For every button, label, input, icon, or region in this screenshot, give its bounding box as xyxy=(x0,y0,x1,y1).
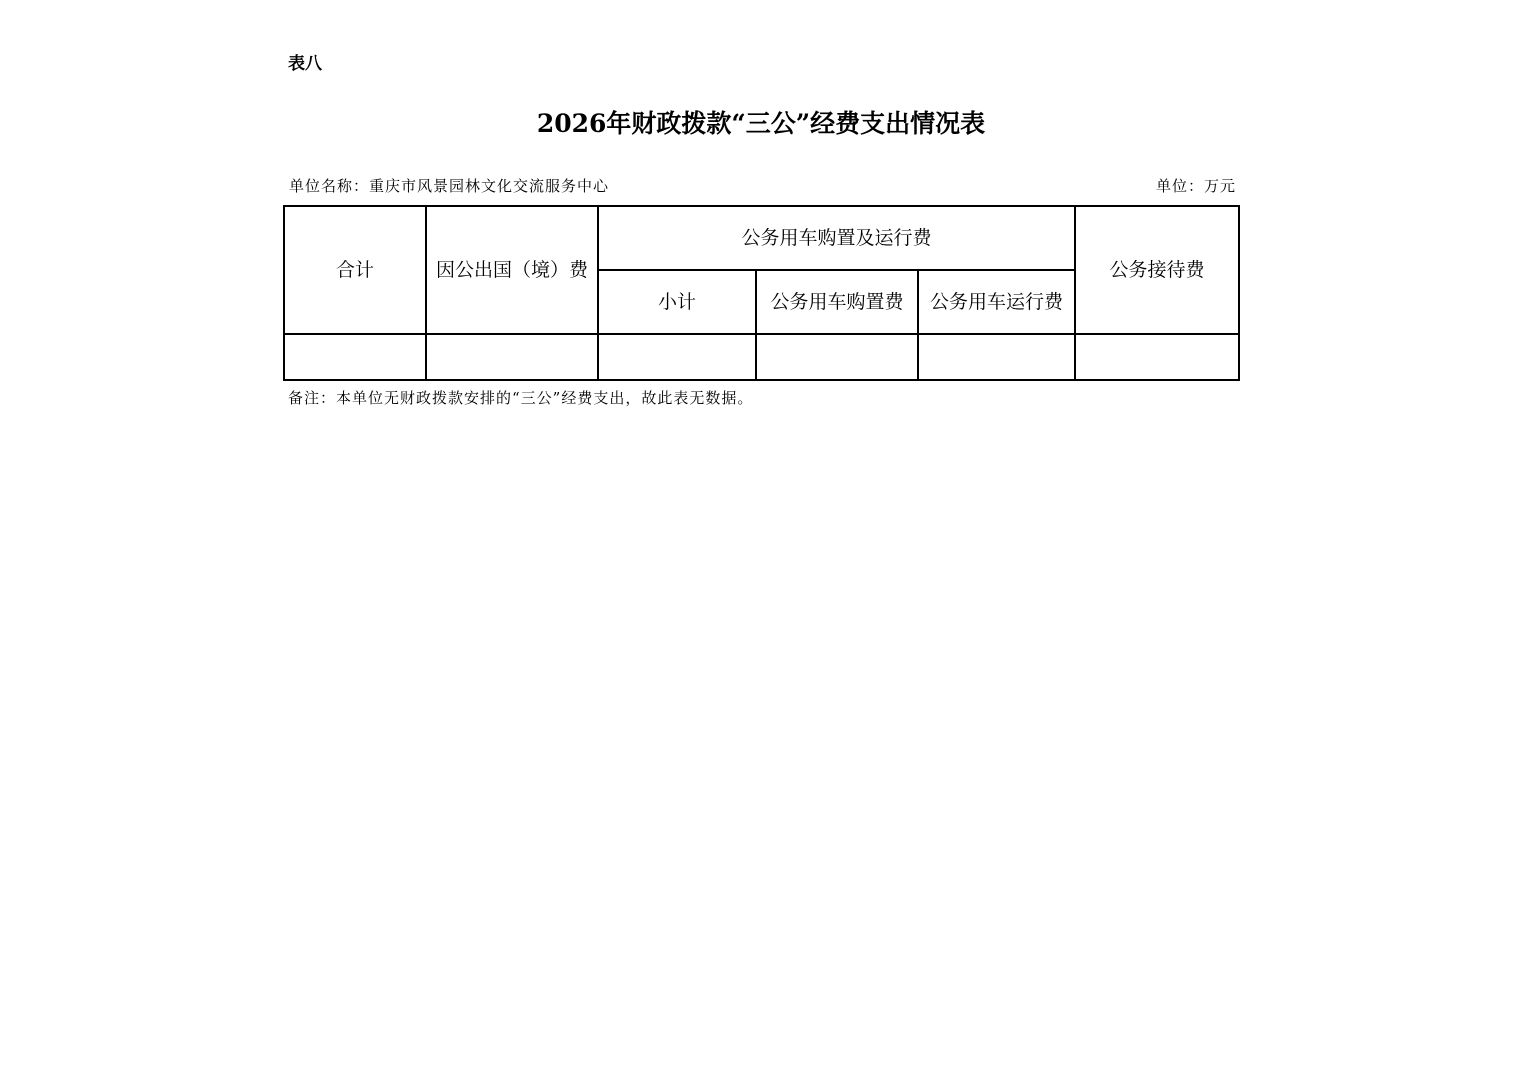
cell-total xyxy=(284,334,426,380)
table-header-row xyxy=(284,206,1239,270)
footnote: 备注：本单位无财政拨款安排的“三公”经费支出，故此表无数据。 xyxy=(288,389,754,407)
cell-vehicle-operation xyxy=(918,334,1075,380)
cell-vehicle-purchase xyxy=(756,334,918,380)
unit-name-label: 单位名称：重庆市风景园林文化交流服务中心 xyxy=(289,177,610,195)
header-vehicle-purchase: 公务用车购置费 xyxy=(756,270,918,334)
header-reception: 公务接待费 xyxy=(1075,206,1239,334)
cell-reception xyxy=(1075,334,1239,380)
header-total: 合计 xyxy=(284,206,426,334)
header-vehicle-group: 公务用车购置及运行费 xyxy=(598,206,1075,270)
header-overseas-travel: 因公出国（境）费 xyxy=(426,206,598,334)
table-number-label: 表八 xyxy=(288,54,322,74)
cell-overseas-travel xyxy=(426,334,598,380)
cell-subtotal xyxy=(598,334,756,380)
header-vehicle-operation: 公务用车运行费 xyxy=(918,270,1075,334)
page-title: 2026年财政拨款“三公”经费支出情况表 xyxy=(536,109,986,138)
unit-of-measure-label: 单位：万元 xyxy=(1155,177,1236,195)
table-row xyxy=(284,334,1239,380)
header-subtotal: 小计 xyxy=(598,270,756,334)
expenditure-table xyxy=(283,205,1240,381)
